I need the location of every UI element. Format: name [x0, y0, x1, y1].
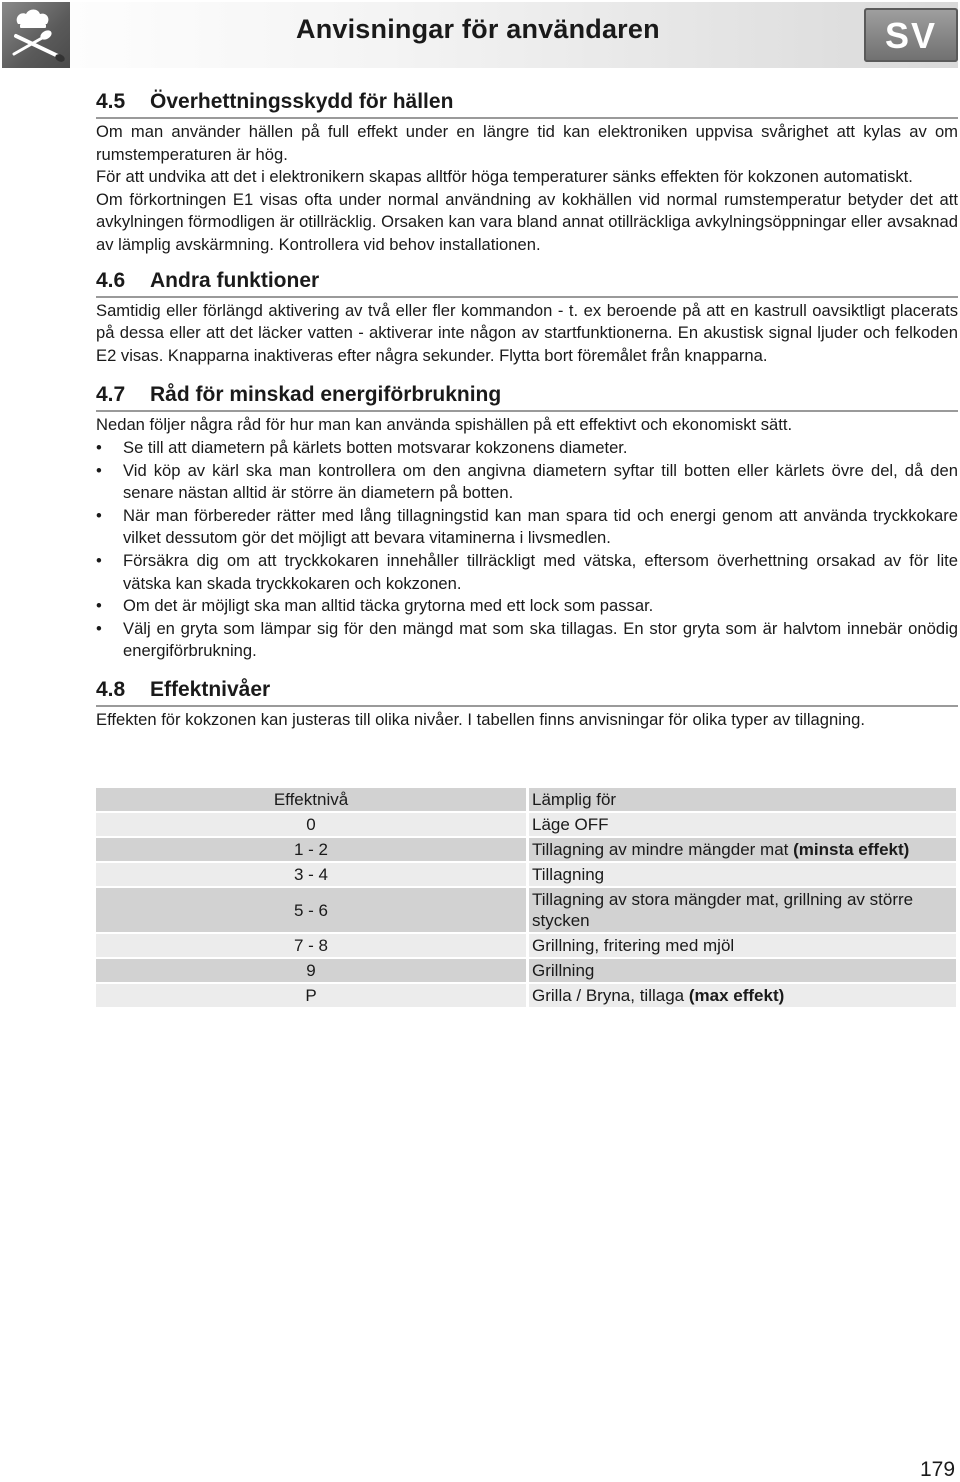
- level-cell: 3 - 4: [96, 863, 526, 886]
- section-number: 4.8: [96, 677, 126, 701]
- level-cell: 7 - 8: [96, 934, 526, 957]
- logo: [2, 2, 70, 68]
- bullet-icon: •: [96, 618, 102, 638]
- power-levels-table: [93, 786, 959, 1009]
- section-4-8: [96, 678, 958, 732]
- use-cell: [529, 888, 956, 932]
- chef-knife-spoon-icon: [2, 2, 70, 68]
- section-heading: [96, 90, 958, 114]
- use-text: Tillagning: [532, 865, 605, 884]
- use-text: Läge OFF: [532, 815, 609, 834]
- list-item: [96, 460, 958, 505]
- section-number: 4.5: [96, 90, 126, 113]
- list-item: [96, 618, 958, 663]
- column-header-use: Lämplig för: [529, 788, 956, 811]
- section-title: Effektnivåer: [150, 677, 271, 701]
- table-row: [96, 934, 956, 957]
- list-item-text: Försäkra dig om att tryckkokaren innehåller tillräckligt med vätska, eftersom överhettning orsakad av för lite vätska kan skada tryckkokaren och kokzonen.: [123, 550, 958, 593]
- table-row: [96, 888, 956, 932]
- section-title: Andra funktioner: [150, 268, 320, 292]
- use-text: Grillning: [532, 961, 595, 980]
- table-header-row: [96, 788, 956, 811]
- section-4-7: [96, 383, 958, 663]
- section-4-5: [96, 90, 958, 257]
- list-item-text: Vid köp av kärl ska man kontrollera om den angivna diametern syftar till botten eller kärlets övre del, då den senare nästan alltid är större än diametern på botten.: [123, 460, 958, 503]
- level-cell: 1 - 2: [96, 838, 526, 861]
- level-cell: P: [96, 984, 526, 1007]
- use-text: Grillning, fritering med mjöl: [532, 936, 735, 955]
- section-title: Råd för minskad energiförbrukning: [150, 383, 502, 407]
- section-number: 4.7: [96, 383, 126, 407]
- column-header-level: Effektnivå: [96, 788, 526, 811]
- bullet-icon: •: [96, 460, 102, 480]
- bullet-icon: •: [96, 596, 102, 616]
- level-cell: 5 - 6: [96, 888, 526, 932]
- section-divider: [96, 117, 958, 119]
- list-item-text: Om det är möjligt ska man alltid täcka grytorna med ett lock som passar.: [123, 596, 654, 616]
- bullet-icon: •: [96, 505, 102, 525]
- list-item-text: Se till att diametern på kärlets botten motsvarar kokzonens diameter.: [123, 437, 628, 457]
- page-header: [0, 0, 960, 72]
- bullet-icon: •: [96, 550, 102, 570]
- list-item: [96, 437, 958, 460]
- paragraph: Om förkortningen E1 visas ofta under normal användning av kokhällen vid normal rumstemperatur betyder det att avkylningen förmodligen är otillräcklig. Orsaken kan vara bland annat otillräckliga avkylningsöppningar eller avsaknad av lämplig avskärmning. Kontrollera vid behov installationen.: [96, 189, 958, 254]
- table-row: [96, 838, 956, 861]
- section-number: 4.6: [96, 268, 126, 292]
- list-item-text: Välj en gryta som lämpar sig för den mängd mat som ska tillagas. En stor gryta som är halvtom innebär onödig energiförbrukning.: [123, 618, 958, 661]
- use-cell: [529, 984, 956, 1007]
- paragraph: Effekten för kokzonen kan justeras till olika nivåer. I tabellen finns anvisningar för olika typer av tillagning.: [96, 709, 865, 729]
- use-emphasis: (minsta effekt): [793, 840, 910, 859]
- table-row: [96, 959, 956, 982]
- use-emphasis: (max effekt): [688, 986, 785, 1005]
- section-divider: [96, 410, 958, 412]
- table-row: [96, 813, 956, 836]
- paragraph: Om man använder hällen på full effekt under en längre tid kan elektroniken uppvisa svårighet att kylas av om rumstemperaturen är hög.: [96, 122, 958, 164]
- use-cell: [529, 934, 956, 957]
- list-item: [96, 550, 958, 595]
- use-text: Grilla / Bryna, tillaga: [532, 986, 689, 1005]
- list-item-text: När man förbereder rätter med lång tillagningstid kan man spara tid och energi genom att använda tryckkokare vilket dessutom gör det möjligt att bevara vitaminerna i livsmedlen.: [123, 505, 958, 548]
- table-row: [96, 863, 956, 886]
- section-divider: [96, 705, 958, 707]
- level-cell: 0: [96, 813, 526, 836]
- list-item: [96, 505, 958, 550]
- paragraph: Samtidig eller förlängd aktivering av två eller fler kommandon - t. ex beroende på att en kastrull oavsiktligt placerats på dessa eller att det läcker vatten - aktiverar inte någon av startfunktionerna. En akustisk signal ljuder och felkoden E2 visas. Knapparna inaktiveras efter några sekunder. Flytta bort föremålet från knapparna.: [96, 300, 958, 365]
- language-badge: SV: [864, 8, 958, 62]
- paragraph: För att undvika att det i elektronikern skapas alltför höga temperaturer sänks effekten för kokzonen automatiskt.: [96, 167, 913, 187]
- use-cell: [529, 863, 956, 886]
- level-cell: 9: [96, 959, 526, 982]
- table-row: [96, 984, 956, 1007]
- header-title: Anvisningar för användaren: [296, 14, 660, 44]
- page-number: 179: [920, 1458, 956, 1481]
- use-cell: [529, 813, 956, 836]
- use-text: Tillagning av stora mängder mat, grillning av större stycken: [532, 890, 914, 930]
- list-item: [96, 595, 958, 618]
- section-title: Överhettningsskydd för hällen: [150, 90, 454, 113]
- section-4-6: [96, 269, 958, 368]
- section-heading: [96, 678, 958, 702]
- section-heading: [96, 383, 958, 407]
- bullet-icon: •: [96, 437, 102, 457]
- tips-list: [96, 437, 958, 663]
- paragraph: Nedan följer några råd för hur man kan använda spishällen på ett effektivt och ekonomiskt sätt.: [96, 415, 793, 435]
- use-cell: [529, 959, 956, 982]
- section-heading: [96, 269, 958, 293]
- section-divider: [96, 296, 958, 298]
- page-content: [96, 88, 958, 731]
- use-cell: [529, 838, 956, 861]
- use-text: Tillagning av mindre mängder mat: [532, 840, 794, 859]
